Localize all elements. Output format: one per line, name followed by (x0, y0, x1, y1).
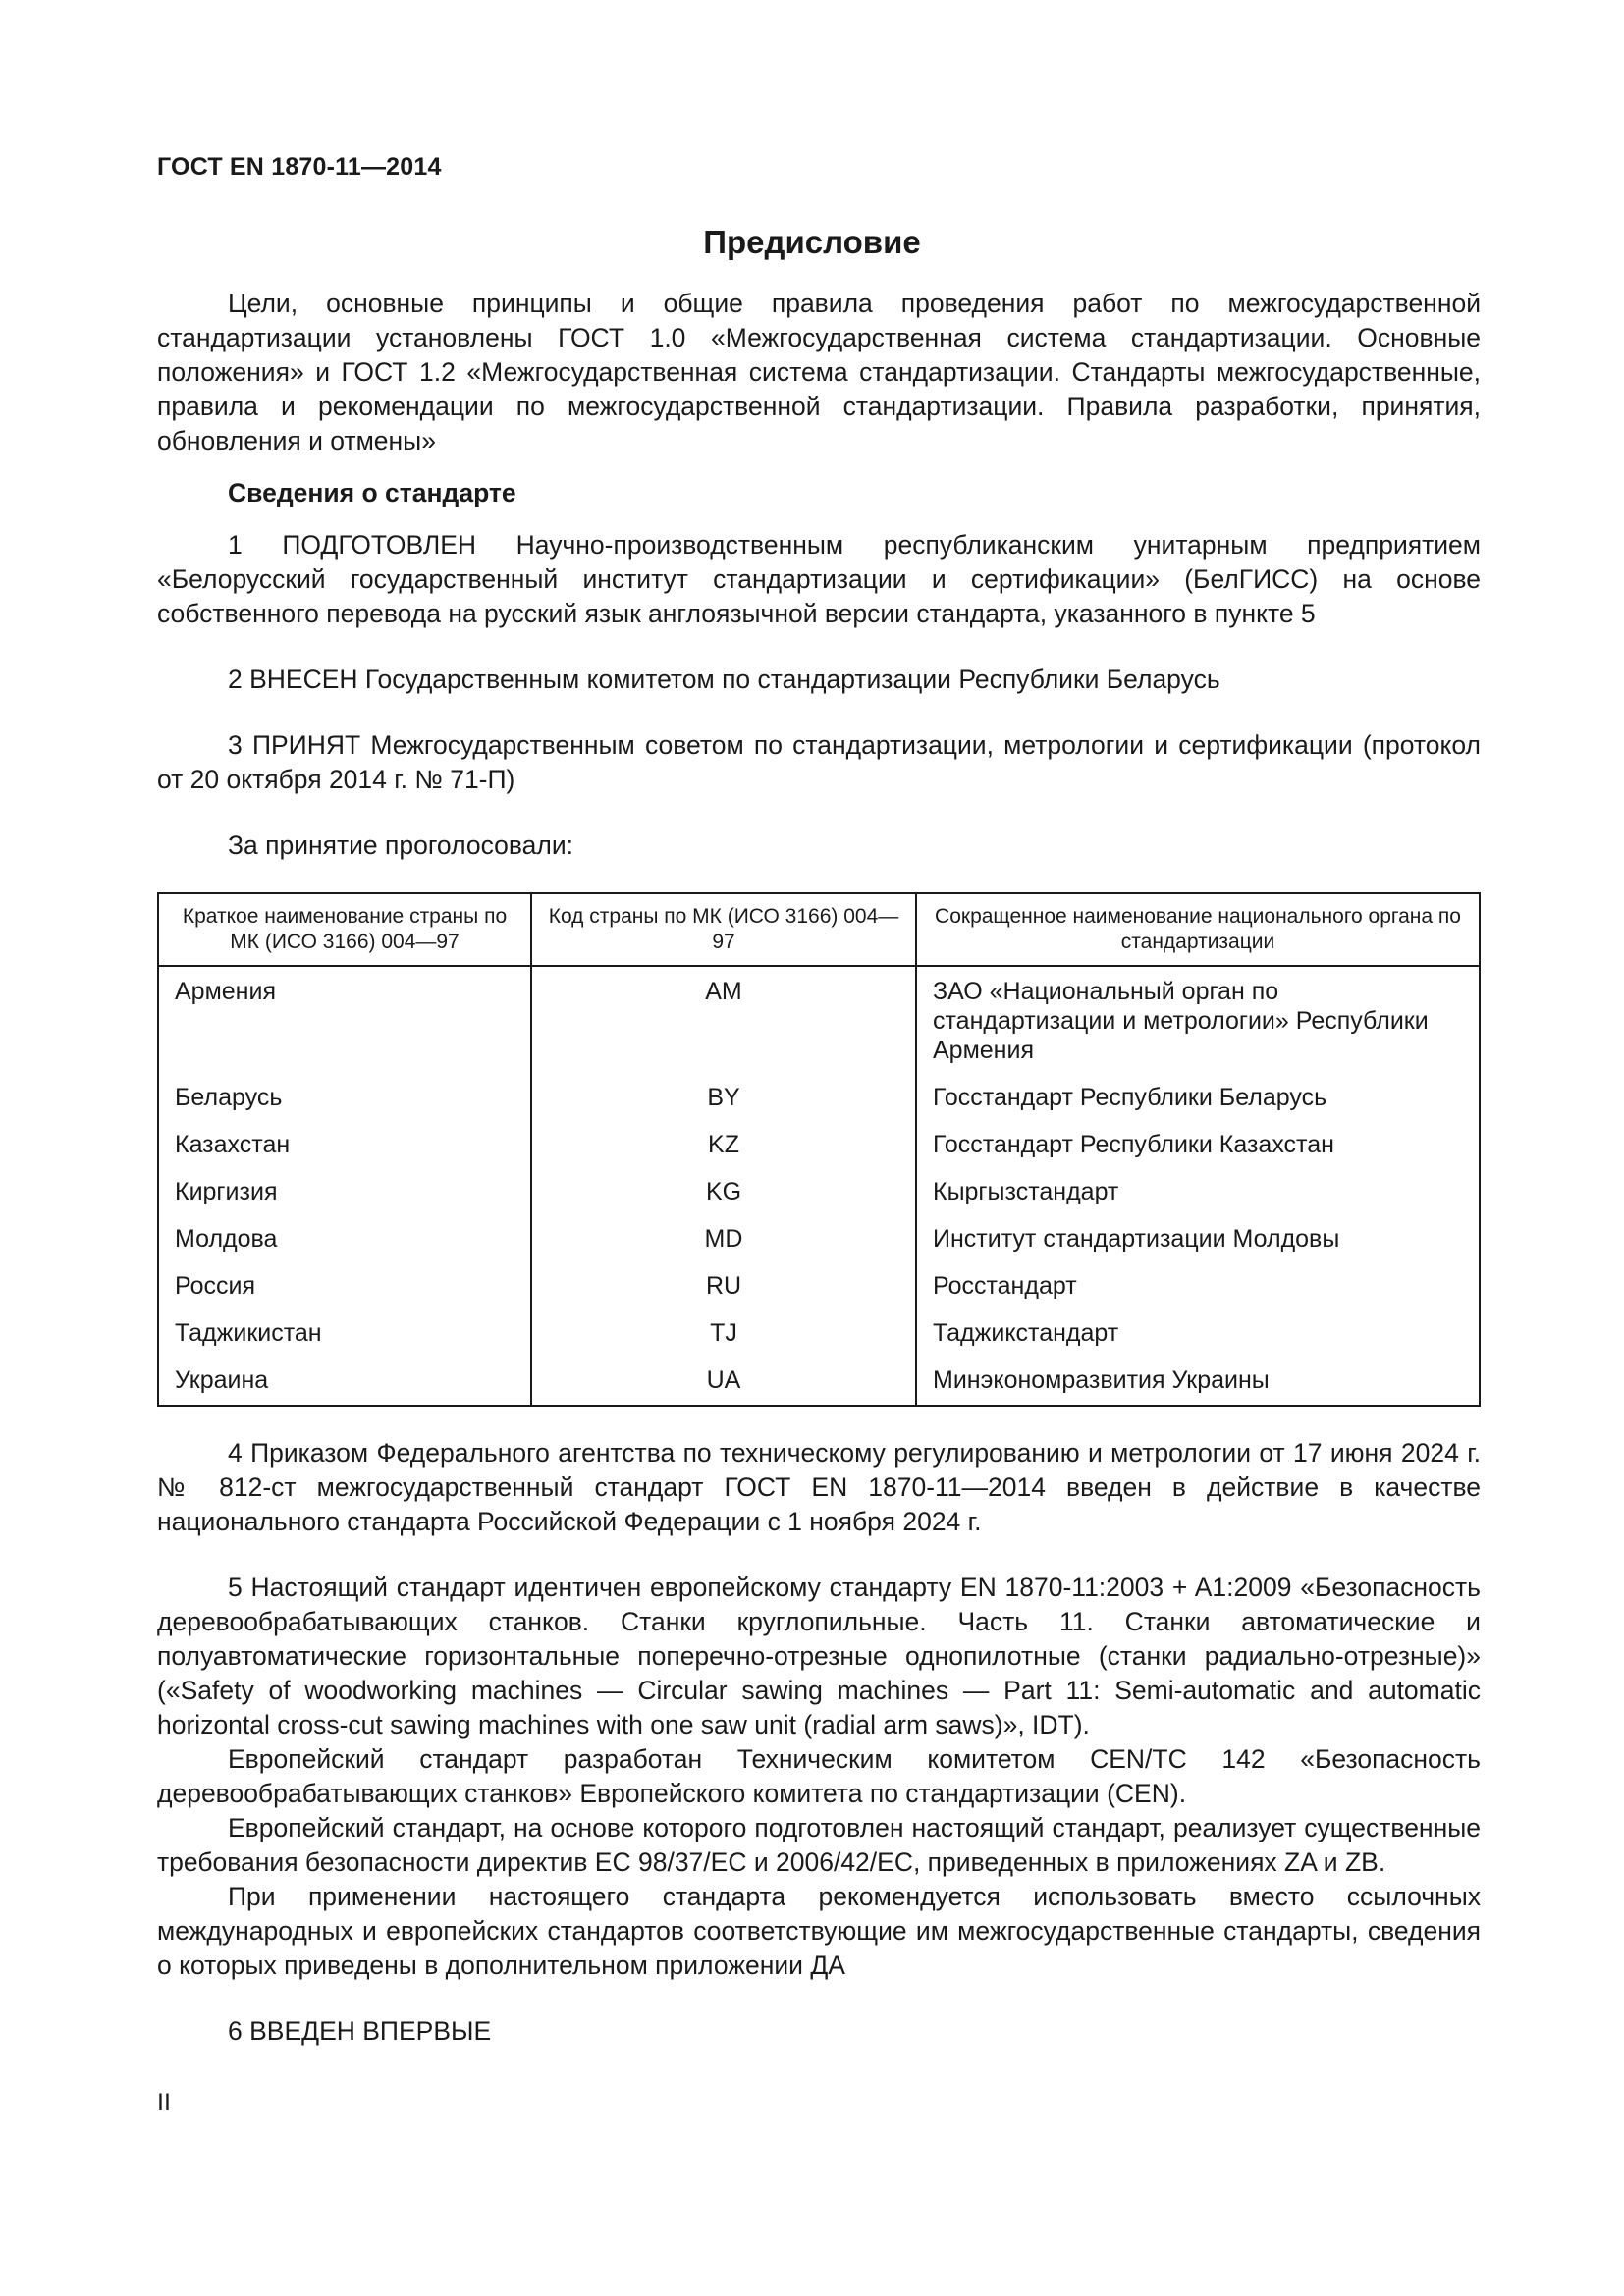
table-row (158, 1313, 1480, 1361)
cell-body: Росстандарт (916, 1266, 1480, 1313)
header-code: Код страны по МК (ИСО 3166) 004—97 (531, 893, 916, 966)
intro-paragraph: Цели, основные принципы и общие правила проведения работ по межгосударственной стандартизации установлены ГОСТ 1.0 «Межгосударственная система стандартизации. Основные положения» и ГОСТ 1.2 «Межгосударственная система стандартизации. Стандарты межгосударственные, правила и рекомендации по межгосударственной стандартизации. Правила разработки, принятия, обновления и отмены» (157, 289, 1481, 455)
cell-body: Минэкономразвития Украины (916, 1361, 1480, 1406)
cell-code: KZ (531, 1125, 916, 1172)
item-6: 6 ВВЕДЕН ВПЕРВЫЕ (228, 2016, 492, 2046)
cell-code: RU (531, 1266, 916, 1313)
cell-body: Таджикстандарт (916, 1313, 1480, 1361)
item-4: 4 Приказом Федерального агентства по техническому регулированию и метрологии от 17 июня 2024 г. № 812-ст межгосударственный стандарт ГОСТ EN 1870-11—2014 введен в действие в качестве национального стандарта Российской Федерации с 1 ноября 2024 г. (157, 1438, 1481, 1536)
table-row (158, 1078, 1480, 1125)
cell-country: Киргизия (158, 1172, 531, 1219)
header-body: Сокращенное наименование национального органа по стандартизации (916, 893, 1480, 966)
info-heading: Сведения о стандарте (228, 478, 516, 507)
cell-country: Россия (158, 1266, 531, 1313)
cell-code: TJ (531, 1313, 916, 1361)
table-row (158, 1172, 1480, 1219)
cell-country: Беларусь (158, 1078, 531, 1125)
table-header-row (158, 893, 1480, 966)
voting-table (157, 892, 1481, 1407)
item-5-european-committee: Европейский стандарт разработан Техническим комитетом CEN/TC 142 «Безопасность деревообрабатывающих станков» Европейского комитета по стандартизации (CEN). (157, 1744, 1481, 1808)
cell-code: KG (531, 1172, 916, 1219)
page-number: II (157, 2089, 171, 2116)
cell-code: UA (531, 1361, 916, 1406)
cell-country: Молдова (158, 1219, 531, 1266)
cell-country: Украина (158, 1361, 531, 1406)
voted-label: За принятие проголосовали: (228, 830, 574, 860)
cell-body: Институт стандартизации Молдовы (916, 1219, 1480, 1266)
cell-body: ЗАО «Национальный орган по стандартизации и метрологии» Республики Армения (916, 966, 1480, 1078)
cell-body: Госстандарт Республики Казахстан (916, 1125, 1480, 1172)
table-row (158, 1125, 1480, 1172)
document-code: ГОСТ EN 1870-11—2014 (157, 153, 442, 181)
table-row (158, 1266, 1480, 1313)
cell-code: MD (531, 1219, 916, 1266)
item-1: 1 ПОДГОТОВЛЕН Научно-производственным республиканским унитарным предприятием «Белорусский государственный институт стандартизации и сертификации» (БелГИСС) на основе собственного перевода на русский язык англоязычной версии стандарта, указанного в пункте 5 (157, 530, 1481, 628)
cell-body: Кыргызстандарт (916, 1172, 1480, 1219)
cell-body: Госстандарт Республики Беларусь (916, 1078, 1480, 1125)
cell-code: BY (531, 1078, 916, 1125)
item-5: 5 Настоящий стандарт идентичен европейскому стандарту EN 1870-11:2003 + A1:2009 «Безопасность деревообрабатывающих станков. Станки круглопильные. Часть 11. Станки автоматические и полуавтоматические горизонтальные поперечно-отрезные однопилотные (станки радиально-отрезные)» («Safety of woodworking machines — Circular sawing machines — Part 11: Semi-automatic and automatic horizontal cross-cut sawing machines with one saw unit (radial arm saws)», IDT). (157, 1573, 1481, 1739)
main-content (157, 287, 1481, 2049)
page-title: Предисловие (703, 224, 921, 260)
cell-country: Армения (158, 966, 531, 1078)
item-2: 2 ВНЕСЕН Государственным комитетом по стандартизации Республики Беларусь (228, 665, 1220, 694)
item-5-references: При применении настоящего стандарта рекомендуется использовать вместо ссылочных международных и европейских стандартов соответствующие им межгосударственные стандарты, сведения о которых приведены в дополнительном приложении ДА (157, 1882, 1481, 1980)
table-row (158, 1361, 1480, 1406)
table-row (158, 966, 1480, 1078)
cell-country: Таджикистан (158, 1313, 531, 1361)
item-3: 3 ПРИНЯТ Межгосударственным советом по стандартизации, метрологии и сертификации (протокол от 20 октября 2014 г. № 71-П) (157, 730, 1481, 794)
table-row (158, 1219, 1480, 1266)
cell-code: AM (531, 966, 916, 1078)
cell-country: Казахстан (158, 1125, 531, 1172)
item-5-directives: Европейский стандарт, на основе которого подготовлен настоящий стандарт, реализует существенные требования безопасности директив ЕС 98/37/ЕС и 2006/42/ЕС, приведенных в приложениях ZA и ZB. (157, 1813, 1481, 1877)
header-country: Краткое наименование страны по МК (ИСО 3166) 004—97 (158, 893, 531, 966)
